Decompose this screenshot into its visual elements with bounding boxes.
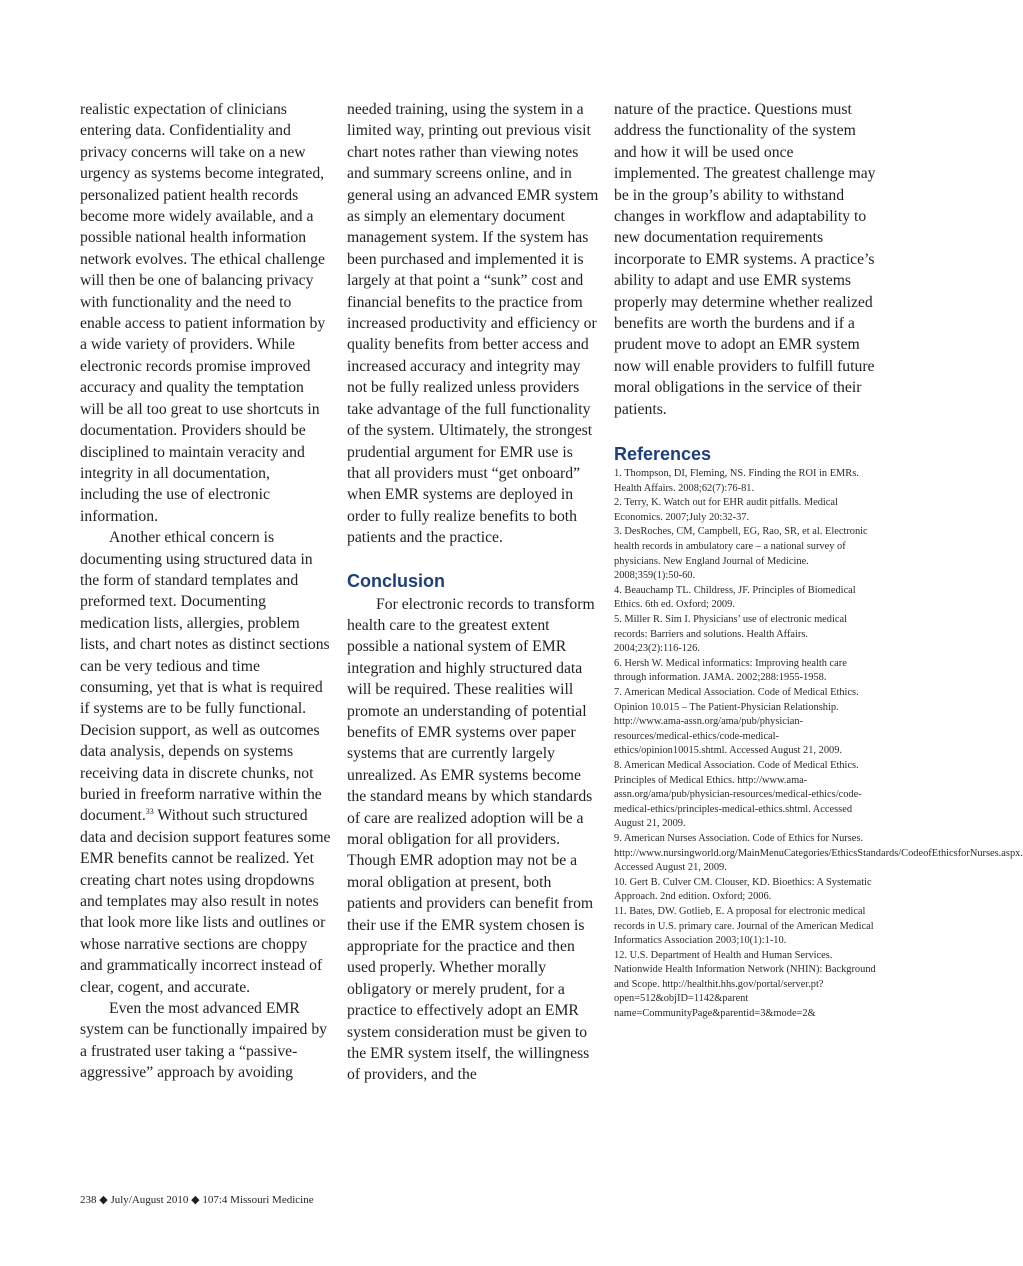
column-3 [614, 99, 1023, 1022]
body-paragraph: Even the most advanced EMR system can be functionally impaired by a frustrated user taking a “passive-aggressive” approach by avoiding [80, 1000, 328, 1082]
footer-separator: ◆ [96, 1194, 111, 1206]
reference-item: 9. American Nurses Association. Code of Ethics for Nurses. http://www.nursingworld.org/MainMenuCategories/EthicsStandards/CodeofEthicsforNurses.aspx. Accessed August 21, 2009. [614, 832, 1023, 874]
body-paragraph: realistic expectation of clinicians entering data. Confidentiality and privacy concerns will take on a new urgency as systems become integrated, personalized patient health records become more widely available, and a possible national health information network evolves. The ethical challenge will then be one of balancing privacy with functionality and the need to enable access to patient information by a wide variety of providers. While electronic records promise improved accuracy and quality the temptation will be all too great to use shortcuts in documentation. Providers should be disciplined to maintain veracity and integrity in all documentation, including the use of electronic information. [80, 101, 326, 525]
column-2 [347, 99, 599, 1086]
reference-item: 6. Hersh W. Medical informatics: Improving health care through information. JAMA. 2002;288:1955-1958. [614, 657, 847, 684]
reference-item: 5. Miller R. Sim I. Physicians’ use of electronic medical records: Barriers and solutions. Health Affairs. 2004;23(2):116-126. [614, 614, 847, 655]
page-number: 238 [80, 1194, 97, 1206]
section-heading-references: References [614, 444, 712, 465]
footer-separator: ◆ [188, 1194, 203, 1206]
body-paragraph: For electronic records to transform health care to the greatest extent possible a national system of EMR integration and highly structured data will be required. These realities will promote an understanding of potential benefits of EMR systems over paper systems that are currently largely unrealized. As EMR systems become the standard means by which standards of care are realized adoption will be a moral obligation for all providers. Though EMR adoption may not be a moral obligation at present, both patients and providers can benefit from their use if the EMR system chosen is appropriate for the practice and then used properly. Whether morally obligatory or merely prudent, for a practice to effectively adopt an EMR system consideration must be given to the EMR system itself, the willingness of providers, and the [347, 595, 595, 1084]
reference-item: 1. Thompson, DI, Fleming, NS. Finding the ROI in EMRs. Health Affairs. 2008;62(7):76-81. [614, 468, 859, 494]
body-paragraph [80, 527, 332, 998]
body-text: Another ethical concern is documenting using structured data in the form of standard templates and preformed text. Documenting medication lists, allergies, problem lists, and chart notes as distinct sections can be very tedious and time consuming, yet that is what is required if systems are to be fully functional. Decision support, as well as outcomes data analysis, depends on systems receiving data in discrete chunks, not buried in freeform narrative within the document. [80, 529, 330, 825]
reference-item: 11. Bates, DW. Gotlieb, E. A proposal for electronic medical records in U.S. primary care. Journal of the American Medical Informatics Association 2003;10(1):1-10. [614, 905, 874, 947]
body-text: Without such structured data and decision support features some EMR benefits cannot be realized. Yet creating chart notes using dropdowns and templates may also result in notes that look more like lists and outlines or whose narrative sections are choppy and grammatically incorrect instead of clear, cogent, and accurate. [80, 807, 331, 996]
body-paragraph: nature of the practice. Questions must address the functionality of the system and how it will be used once implemented. The greatest challenge may be in the group’s ability to withstand changes in workflow and adaptability to new documentation requirements incorporate to EMR systems. A practice’s ability to adapt and use EMR systems properly may determine whether realized benefits are worth the burdens and if a prudent move to adopt an EMR system now will enable providers to fulfill future moral obligations in the service of their patients. [614, 101, 876, 418]
reference-item: 10. Gert B. Culver CM. Clouser, KD. Bioethics: A Systematic Approach. 2nd edition. Oxford; 2006. [614, 876, 872, 903]
issue-date: July/August 2010 [110, 1194, 189, 1206]
citation-marker: 33 [145, 807, 154, 817]
reference-item: 8. American Medical Association. Code of Medical Ethics. Principles of Medical Ethics. http://www.ama-assn.org/ama/pub/physician-resources/medical-ethics/code-medical-ethics/principles-medical-ethics.shtml. Accessed August 21, 2009. [614, 759, 862, 830]
column-1 [80, 99, 332, 1084]
reference-item: 2. Terry, K. Watch out for EHR audit pitfalls. Medical Economics. 2007;July 20:32-37. [614, 497, 838, 523]
reference-item: 4. Beauchamp TL. Childress, JF. Principles of Biomedical Ethics. 6th ed. Oxford; 2009. [614, 584, 856, 611]
section-heading-conclusion: Conclusion [347, 570, 445, 591]
reference-item: 7. American Medical Association. Code of Medical Ethics. Opinion 10.015 – The Patient-Physician Relationship. http://www.ama-assn.org/ama/pub/physician-resources/medical-ethics/code-medical-ethics/opinion10015.shtml. Accessed August 21, 2009. [614, 687, 859, 757]
journal-volume: 107:4 Missouri Medicine [202, 1194, 314, 1206]
reference-list [614, 467, 1023, 1022]
reference-item: 12. U.S. Department of Health and Human Services. Nationwide Health Information Network (NHIN): Background and Scope. http://healthit.hhs.gov/portal/server.pt?open=512&objID=1142&parent name=CommunityPage&parentid=3&mode=2& [614, 949, 876, 1020]
page-footer [80, 1193, 314, 1206]
reference-item: 3. DesRoches, CM, Campbell, EG, Rao, SR, et al. Electronic health records in ambulatory care – a national survey of physicians. New England Journal of Medicine. 2008;359(1):50-60. [614, 526, 868, 582]
body-paragraph: needed training, using the system in a limited way, printing out previous visit chart notes rather than viewing notes and summary screens online, and in general using an advanced EMR system as simply an elementary document management system. If the system has been purchased and implemented it is largely at that point a “sunk” cost and financial benefits to the practice from increased productivity and efficiency or quality benefits from better access and increased accuracy and integrity may not be fully realized unless providers take advantage of the full functionality of the system. Ultimately, the strongest prudential argument for EMR use is that all providers must “get onboard” when EMR systems are deployed in order to fully realize benefits to both patients and the practice. [347, 101, 599, 547]
